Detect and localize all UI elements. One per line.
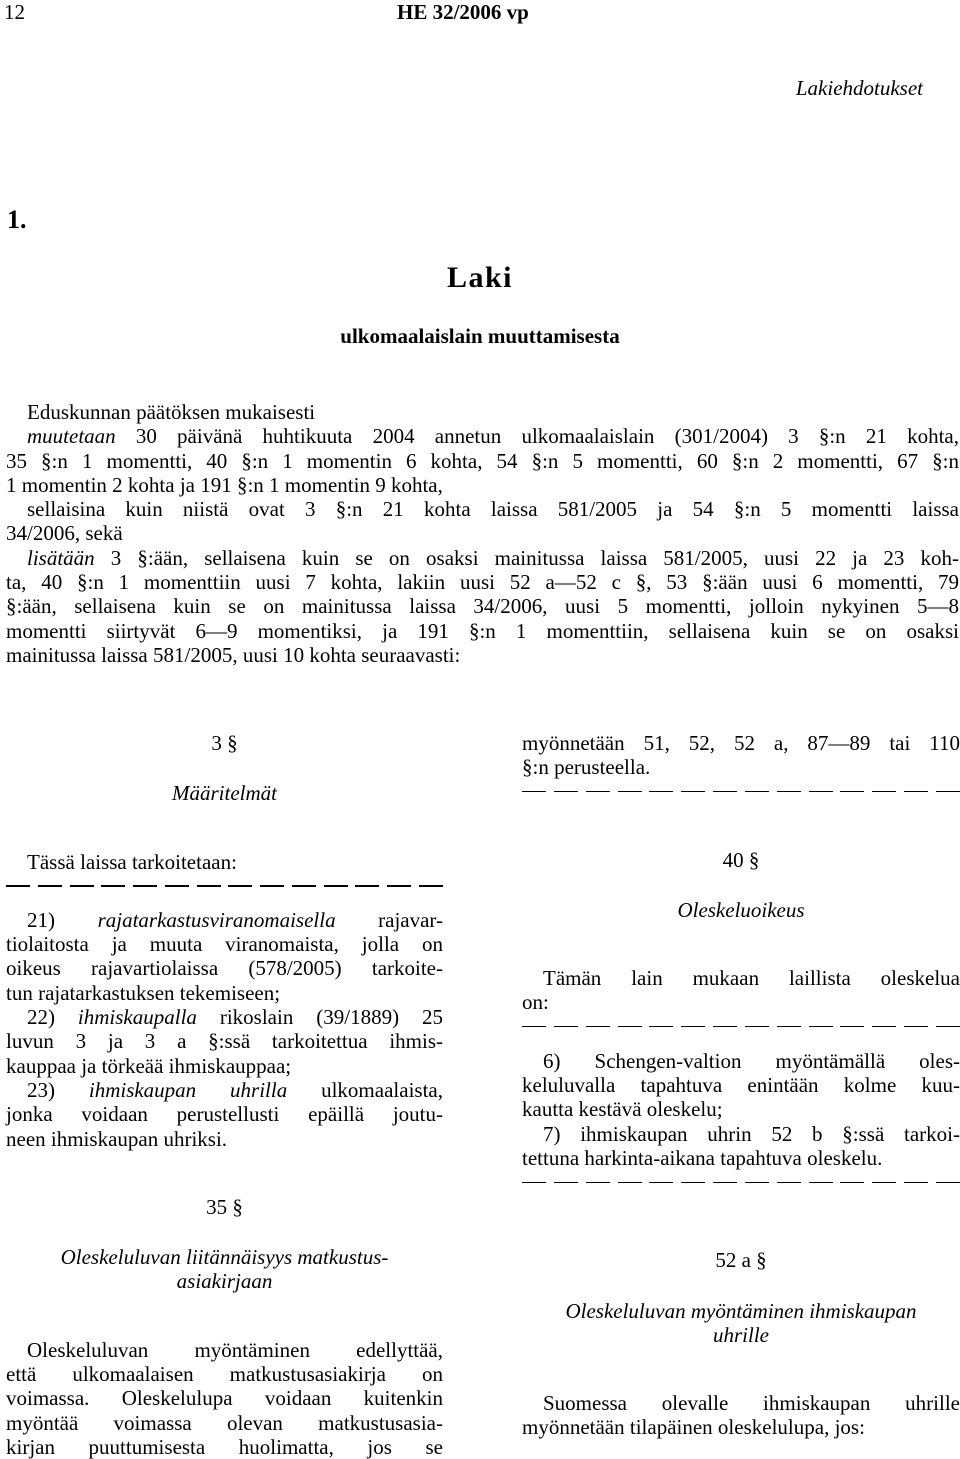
text-line: oikeus rajavartiolaissa (578/2005) tarkoite-: [6, 956, 443, 981]
text-line: tettuna harkinta-aikana tapahtuva oleskelu.: [522, 1145, 883, 1170]
preamble-intro: Eduskunnan päätöksen mukaisesti: [27, 400, 316, 424]
section-intro: Tässä laissa tarkoitetaan:: [27, 849, 237, 874]
section-heading: 35 §: [206, 1194, 243, 1219]
text-line: keluluvalla tapahtuva enintään kolme kuu-: [522, 1073, 960, 1098]
amend-text: 30 päivänä huhtikuuta 2004 annetun ulkomaalaislain (301/2004) 3 §:n 21 kohta,: [115, 424, 959, 449]
amend-line: 34/2006, sekä: [6, 521, 123, 546]
page-number: 12: [4, 0, 25, 24]
right-column: [522, 731, 960, 1440]
amend-line: 35 §:n 1 momentti, 40 §:n 1 momentin 6 kohta, 54 §:n 5 momentti, 60 §:n 2 momentti, 67 §:n: [6, 448, 959, 473]
section-heading: 3 §: [211, 731, 238, 755]
add-line: ta, 40 §:n 1 momenttiin uusi 7 kohta, lakiin uusi 52 a—52 c §, 53 §:ään uusi 6 momentti, 79: [6, 570, 959, 595]
section-title: Oleskeluoikeus: [677, 897, 805, 922]
definition-item: 23) ihmiskaupan uhrilla ulkomaalaista,: [27, 1077, 443, 1102]
amend-line: [6, 424, 959, 448]
text-line: on:: [522, 990, 549, 1015]
add-line: mainitussa laissa 581/2005, uusi 10 kohta seuraavasti:: [6, 642, 461, 667]
text-line: jonka voidaan perustellusti epäillä joutu-: [6, 1102, 443, 1127]
omission-dashes: [522, 1015, 960, 1039]
text-line: luvun 3 ja 3 a §:ssä tarkoitettua ihmis-: [6, 1029, 443, 1054]
text-line: myönnetään tilapäinen oleskelulupa, jos:: [522, 1415, 865, 1440]
text-line: kauppaa ja törkeää ihmiskauppaa;: [6, 1053, 292, 1078]
defined-term: rajatarkastusviranomaisella: [97, 907, 336, 932]
amend-line: 1 momentin 2 kohta ja 191 §:n 1 momentin 9 kohta,: [6, 472, 443, 497]
section-title: Määritelmät: [172, 781, 277, 806]
left-column: [6, 731, 443, 1459]
law-title: Laki: [446, 261, 514, 294]
add-line: momentti siirtyvät 6—9 momentiksi, ja 191 §:n 1 momenttiin, sellaisena kuin se on osaksi: [6, 618, 959, 643]
text-line: myönnetään 51, 52, 52 a, 87—89 tai 110: [522, 731, 960, 755]
section-label: Lakiehdotukset: [795, 76, 923, 100]
text-line: tun rajatarkastuksen tekemiseen;: [6, 980, 281, 1005]
add-text: 3 §:ään, sellaisena kuin se on osaksi mainitussa laissa 581/2005, uusi 22 ja 23 koh-: [94, 545, 959, 570]
document-id: HE 32/2006 vp: [397, 0, 529, 24]
law-subtitle: ulkomaalaislain muuttamisesta: [340, 324, 620, 348]
section-heading: 40 §: [722, 847, 760, 872]
text-line: 6) Schengen-valtion myöntämällä oles-: [543, 1048, 960, 1073]
text-line: että ulkomaalaisen matkustusasiakirja on: [6, 1362, 443, 1387]
section-title: Oleskeluluvan liitännäisyys matkustus-: [60, 1245, 389, 1270]
text-line: voimassa. Oleskelulupa voidaan kuitenkin: [6, 1386, 443, 1411]
omission-dashes: [522, 780, 960, 804]
amend-keyword: muutetaan: [27, 424, 116, 449]
section-title: asiakirjaan: [176, 1269, 273, 1294]
section-title: uhrille: [713, 1322, 769, 1347]
text-line: 7) ihmiskaupan uhrin 52 b §:ssä tarkoi-: [543, 1121, 960, 1146]
text-line: neen ihmiskaupan uhriksi.: [6, 1126, 228, 1151]
text-line: Suomessa olevalle ihmiskaupan uhrille: [543, 1391, 960, 1416]
definition-item: 21) rajatarkastusviranomaisella rajavar-: [27, 907, 443, 932]
definition-item: 22) ihmiskaupalla rikoslain (39/1889) 25: [27, 1005, 443, 1030]
text-line: §:n perusteella.: [522, 755, 651, 780]
omission-dashes: [6, 874, 443, 898]
law-number: 1.: [7, 205, 27, 234]
text-line: tiolaitosta ja muuta viranomaista, jolla on: [6, 932, 443, 957]
omission-dashes: [522, 1170, 960, 1194]
section-title: Oleskeluluvan myöntäminen ihmiskaupan: [565, 1298, 917, 1323]
section-heading: 52 a §: [715, 1248, 767, 1273]
preamble: [6, 400, 959, 667]
amend-line: sellaisina kuin niistä ovat 3 §:n 21 kohta laissa 581/2005 ja 54 §:n 5 momentti laissa: [27, 497, 959, 522]
text-line: myöntää voimassa olevan matkustusasia-: [6, 1410, 443, 1435]
add-keyword: lisätään: [27, 545, 95, 570]
text-line: Oleskeluluvan myöntäminen edellyttää,: [27, 1337, 443, 1362]
add-line: [6, 546, 959, 570]
text-line: kautta kestävä oleskelu;: [522, 1097, 723, 1122]
defined-term: ihmiskaupalla: [77, 1005, 197, 1030]
defined-term: ihmiskaupan uhrilla: [88, 1077, 288, 1102]
add-line: §:ään, sellaisena kuin se on mainitussa laissa 34/2006, uusi 5 momentti, jolloin nykyinen 5—8: [6, 594, 959, 619]
text-line: kirjan puuttumisesta huolimatta, jos se: [6, 1434, 443, 1459]
text-line: Tämän lain mukaan laillista oleskelua: [543, 966, 960, 991]
